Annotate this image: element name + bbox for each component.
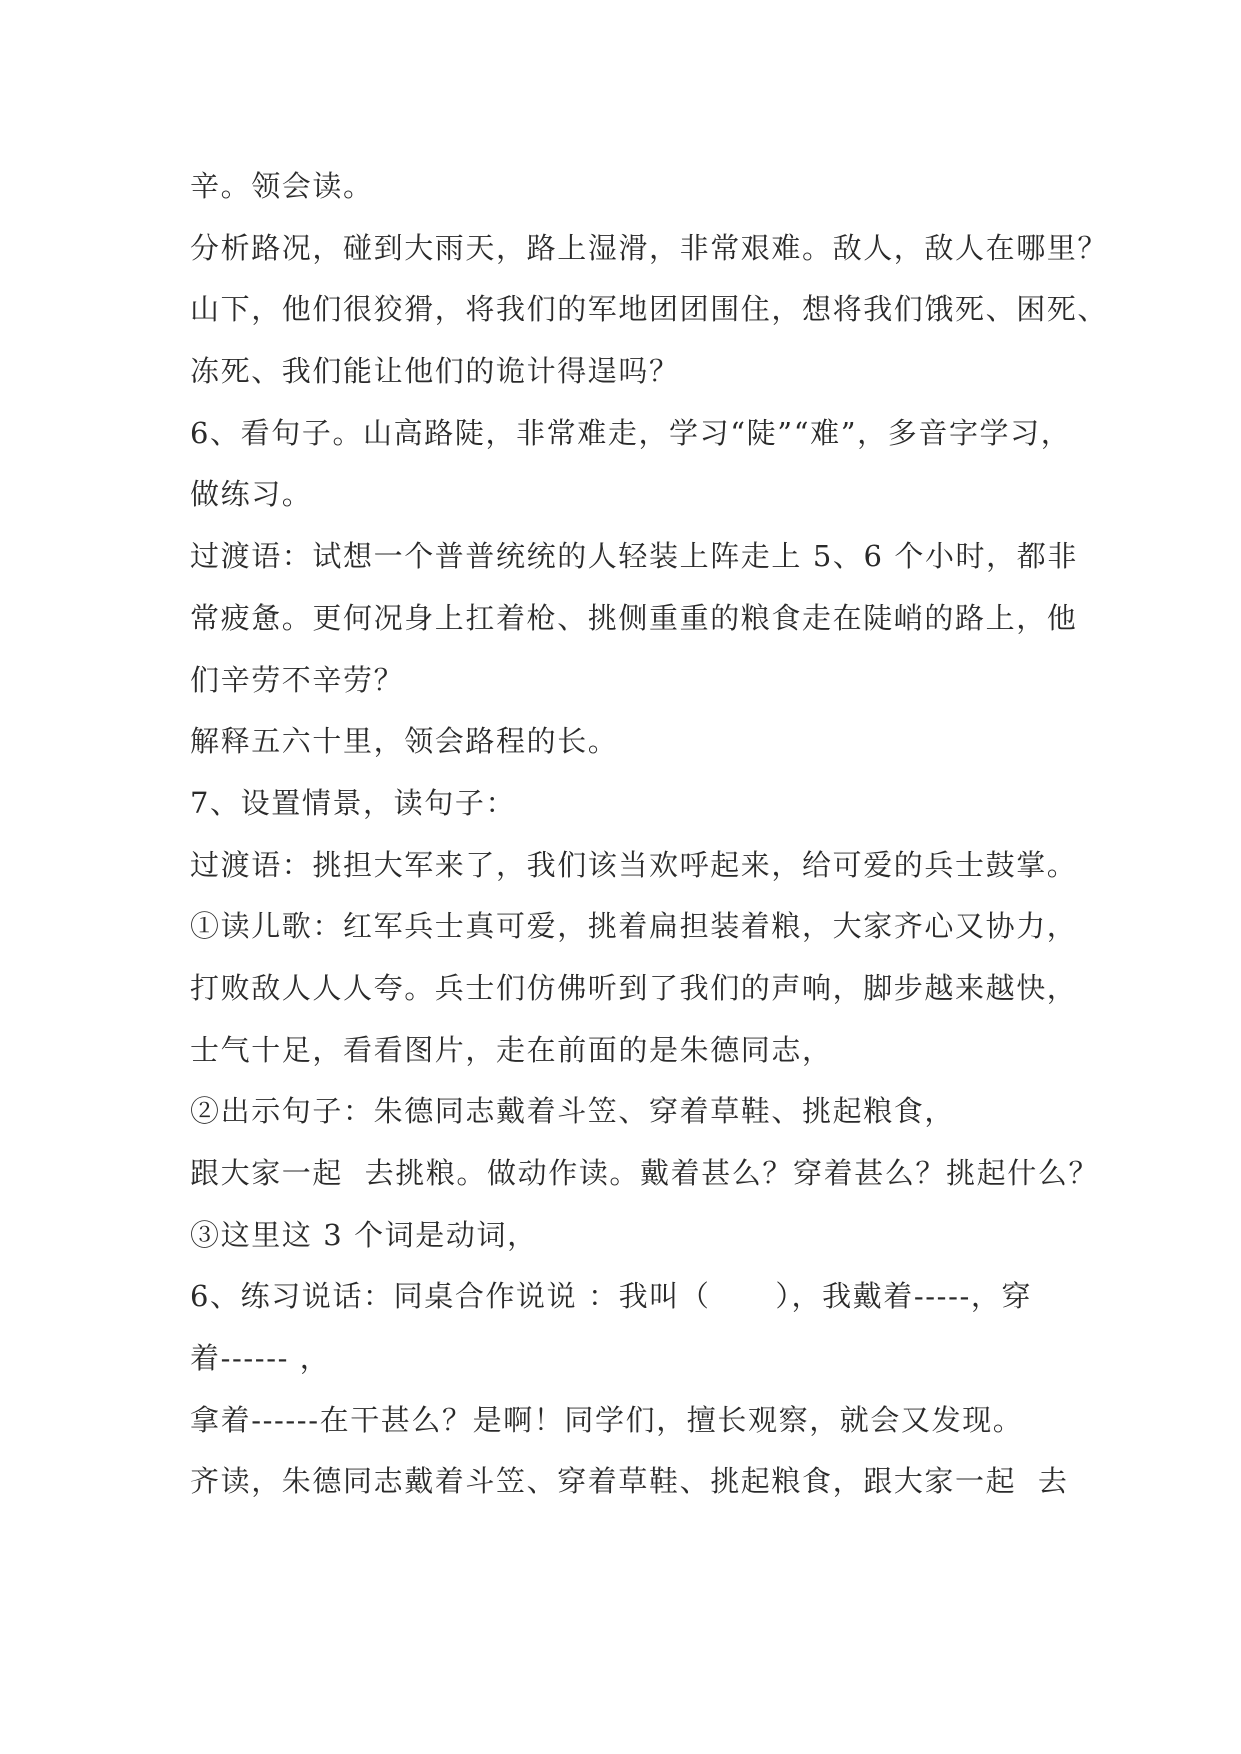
text-line: 分析路况，碰到大雨天，路上湿滑，非常艰难。敌人，敌人在哪里？ xyxy=(190,230,1109,265)
text-line: 辛。领会读。 xyxy=(190,169,374,203)
text-line: ①读儿歌：红军兵士真可爱，挑着扁担装着粮，大家齐心又协力， xyxy=(190,909,1078,944)
text-line: 士气十足，看看图片，走在前面的是朱德同志， xyxy=(190,1032,833,1067)
text-line: 跟大家一起 去挑粮。做动作读。戴着甚么？穿着甚么？挑起什么？ xyxy=(190,1156,1100,1190)
text-line: 拿着------在干甚么？是啊！同学们，擅长观察，就会又发现。 xyxy=(190,1402,1024,1437)
text-line: 打败敌人人人夸。兵士们仿佛听到了我们的声响，脚步越来越快， xyxy=(190,970,1078,1005)
text-line: 解释五六十里，领会路程的长。 xyxy=(190,724,619,759)
text-line: 们辛劳不辛劳？ xyxy=(190,662,405,697)
text-line: ②出示句子：朱德同志戴着斗笠、穿着草鞋、挑起粮食， xyxy=(190,1094,956,1129)
text-line: 冻死、我们能让他们的诡计得逞吗？ xyxy=(190,354,680,389)
text-line: 做练习。 xyxy=(190,477,313,512)
text-line: 过渡语：试想一个普普统统的人轻装上阵走上 5、6 个小时，都非 xyxy=(190,539,1078,574)
body-text xyxy=(190,156,1109,1513)
text-line: 齐读，朱德同志戴着斗笠、穿着草鞋、挑起粮食，跟大家一起 去 xyxy=(190,1464,1069,1499)
text-line: 着------ ， xyxy=(190,1341,331,1376)
text-line: ③这里这 3 个词是动词， xyxy=(190,1217,538,1252)
text-line: 6、看句子。山高路陡，非常难走，学习“陡”“难”，多音字学习， xyxy=(190,415,1072,450)
text-line: 常疲惫。更何况身上扛着枪、挑侧重重的粮食走在陡峭的路上，他 xyxy=(190,600,1078,635)
text-line: 7、设置情景，读句子： xyxy=(190,785,517,820)
text-line: 过渡语：挑担大军来了，我们该当欢呼起来，给可爱的兵士鼓掌。 xyxy=(190,847,1078,882)
text-line: 6、练习说话：同桌合作说说 ：我叫（ ），我戴着-----，穿 xyxy=(190,1279,1033,1314)
text-line: 山下，他们很狡猾，将我们的军地团团围住，想将我们饿死、困死、 xyxy=(190,292,1109,327)
